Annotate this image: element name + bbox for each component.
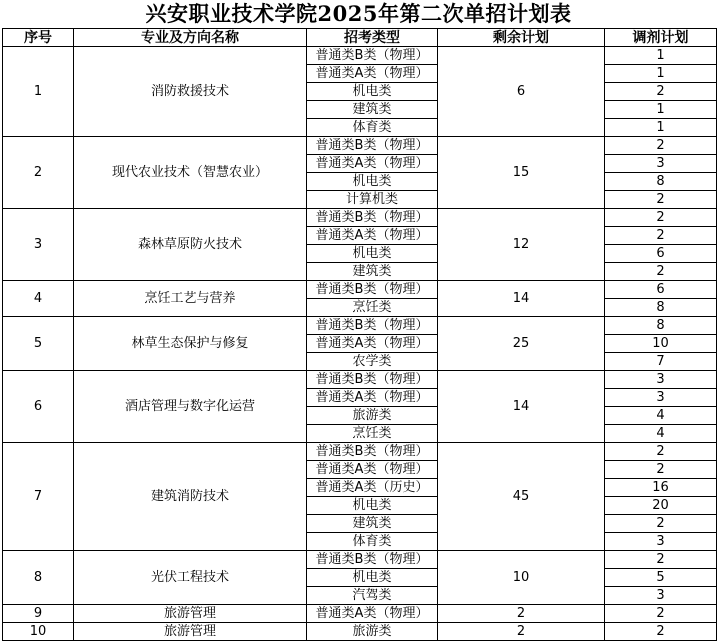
- adjust-cell: 3: [605, 371, 717, 389]
- exam-type-cell: 体育类: [307, 119, 438, 137]
- adjust-cell: 8: [605, 299, 717, 317]
- header-seq: 序号: [3, 29, 74, 47]
- exam-type-cell: 计算机类: [307, 191, 438, 209]
- enrollment-plan-table: [2, 28, 717, 641]
- remaining-cell: 10: [438, 551, 605, 605]
- header-row: [3, 29, 717, 47]
- adjust-cell: 20: [605, 497, 717, 515]
- exam-type-cell: 体育类: [307, 533, 438, 551]
- seq-cell: 8: [3, 551, 74, 605]
- remaining-cell: 6: [438, 47, 605, 137]
- major-cell: 现代农业技术（智慧农业）: [74, 137, 307, 209]
- adjust-cell: 3: [605, 587, 717, 605]
- adjust-cell: 4: [605, 425, 717, 443]
- seq-cell: 5: [3, 317, 74, 371]
- remaining-cell: 2: [438, 623, 605, 641]
- table-row: [3, 209, 717, 227]
- major-cell: 旅游管理: [74, 605, 307, 623]
- adjust-cell: 1: [605, 119, 717, 137]
- exam-type-cell: 烹饪类: [307, 299, 438, 317]
- exam-type-cell: 普通类A类（物理）: [307, 227, 438, 245]
- remaining-cell: 25: [438, 317, 605, 371]
- exam-type-cell: 普通类B类（物理）: [307, 371, 438, 389]
- table-title: 兴安职业技术学院2025年第二次单招计划表: [145, 1, 572, 26]
- exam-type-cell: 普通类A类（物理）: [307, 155, 438, 173]
- remaining-cell: 2: [438, 605, 605, 623]
- table-row: [3, 317, 717, 335]
- seq-cell: 6: [3, 371, 74, 443]
- adjust-cell: 2: [605, 209, 717, 227]
- table-row: [3, 137, 717, 155]
- seq-cell: 7: [3, 443, 74, 551]
- major-cell: 林草生态保护与修复: [74, 317, 307, 371]
- adjust-cell: 3: [605, 533, 717, 551]
- exam-type-cell: 机电类: [307, 245, 438, 263]
- adjust-cell: 3: [605, 155, 717, 173]
- exam-type-cell: 普通类B类（物理）: [307, 317, 438, 335]
- adjust-cell: 7: [605, 353, 717, 371]
- seq-cell: 10: [3, 623, 74, 641]
- adjust-cell: 2: [605, 551, 717, 569]
- exam-type-cell: 汽驾类: [307, 587, 438, 605]
- adjust-cell: 1: [605, 101, 717, 119]
- exam-type-cell: 普通类B类（物理）: [307, 443, 438, 461]
- header-adjust: 调剂计划: [605, 29, 717, 47]
- table-row: [3, 371, 717, 389]
- adjust-cell: 2: [605, 623, 717, 641]
- adjust-cell: 2: [605, 443, 717, 461]
- table-row: [3, 443, 717, 461]
- adjust-cell: 3: [605, 389, 717, 407]
- major-cell: 酒店管理与数字化运营: [74, 371, 307, 443]
- seq-cell: 9: [3, 605, 74, 623]
- exam-type-cell: 普通类B类（物理）: [307, 551, 438, 569]
- exam-type-cell: 机电类: [307, 497, 438, 515]
- exam-type-cell: 普通类B类（物理）: [307, 47, 438, 65]
- exam-type-cell: 普通类A类（物理）: [307, 65, 438, 83]
- seq-cell: 2: [3, 137, 74, 209]
- adjust-cell: 1: [605, 47, 717, 65]
- major-cell: 建筑消防技术: [74, 443, 307, 551]
- major-cell: 旅游管理: [74, 623, 307, 641]
- adjust-cell: 2: [605, 515, 717, 533]
- major-cell: 光伏工程技术: [74, 551, 307, 605]
- exam-type-cell: 旅游类: [307, 623, 438, 641]
- remaining-cell: 12: [438, 209, 605, 281]
- adjust-cell: 5: [605, 569, 717, 587]
- header-remaining: 剩余计划: [438, 29, 605, 47]
- adjust-cell: 16: [605, 479, 717, 497]
- adjust-cell: 2: [605, 137, 717, 155]
- exam-type-cell: 农学类: [307, 353, 438, 371]
- exam-type-cell: 普通类A类（物理）: [307, 605, 438, 623]
- adjust-cell: 6: [605, 281, 717, 299]
- adjust-cell: 10: [605, 335, 717, 353]
- header-exam-type: 招考类型: [307, 29, 438, 47]
- exam-type-cell: 普通类B类（物理）: [307, 281, 438, 299]
- exam-type-cell: 普通类A类（历史）: [307, 479, 438, 497]
- seq-cell: 4: [3, 281, 74, 317]
- table-row: [3, 47, 717, 65]
- exam-type-cell: 旅游类: [307, 407, 438, 425]
- adjust-cell: 8: [605, 317, 717, 335]
- exam-type-cell: 机电类: [307, 569, 438, 587]
- exam-type-cell: 机电类: [307, 173, 438, 191]
- adjust-cell: 2: [605, 461, 717, 479]
- major-cell: 消防救援技术: [74, 47, 307, 137]
- adjust-cell: 2: [605, 605, 717, 623]
- exam-type-cell: 机电类: [307, 83, 438, 101]
- remaining-cell: 14: [438, 281, 605, 317]
- exam-type-cell: 建筑类: [307, 263, 438, 281]
- table-row: [3, 623, 717, 641]
- adjust-cell: 2: [605, 191, 717, 209]
- exam-type-cell: 建筑类: [307, 515, 438, 533]
- exam-type-cell: 普通类B类（物理）: [307, 137, 438, 155]
- exam-type-cell: 普通类B类（物理）: [307, 209, 438, 227]
- major-cell: 烹饪工艺与营养: [74, 281, 307, 317]
- exam-type-cell: 普通类A类（物理）: [307, 461, 438, 479]
- remaining-cell: 45: [438, 443, 605, 551]
- table-row: [3, 281, 717, 299]
- seq-cell: 3: [3, 209, 74, 281]
- adjust-cell: 2: [605, 227, 717, 245]
- adjust-cell: 2: [605, 83, 717, 101]
- exam-type-cell: 普通类A类（物理）: [307, 389, 438, 407]
- adjust-cell: 1: [605, 65, 717, 83]
- exam-type-cell: 建筑类: [307, 101, 438, 119]
- exam-type-cell: 烹饪类: [307, 425, 438, 443]
- seq-cell: 1: [3, 47, 74, 137]
- adjust-cell: 4: [605, 407, 717, 425]
- adjust-cell: 6: [605, 245, 717, 263]
- table-row: [3, 551, 717, 569]
- remaining-cell: 15: [438, 137, 605, 209]
- exam-type-cell: 普通类A类（物理）: [307, 335, 438, 353]
- adjust-cell: 8: [605, 173, 717, 191]
- remaining-cell: 14: [438, 371, 605, 443]
- major-cell: 森林草原防火技术: [74, 209, 307, 281]
- header-major: 专业及方向名称: [74, 29, 307, 47]
- table-row: [3, 605, 717, 623]
- adjust-cell: 2: [605, 263, 717, 281]
